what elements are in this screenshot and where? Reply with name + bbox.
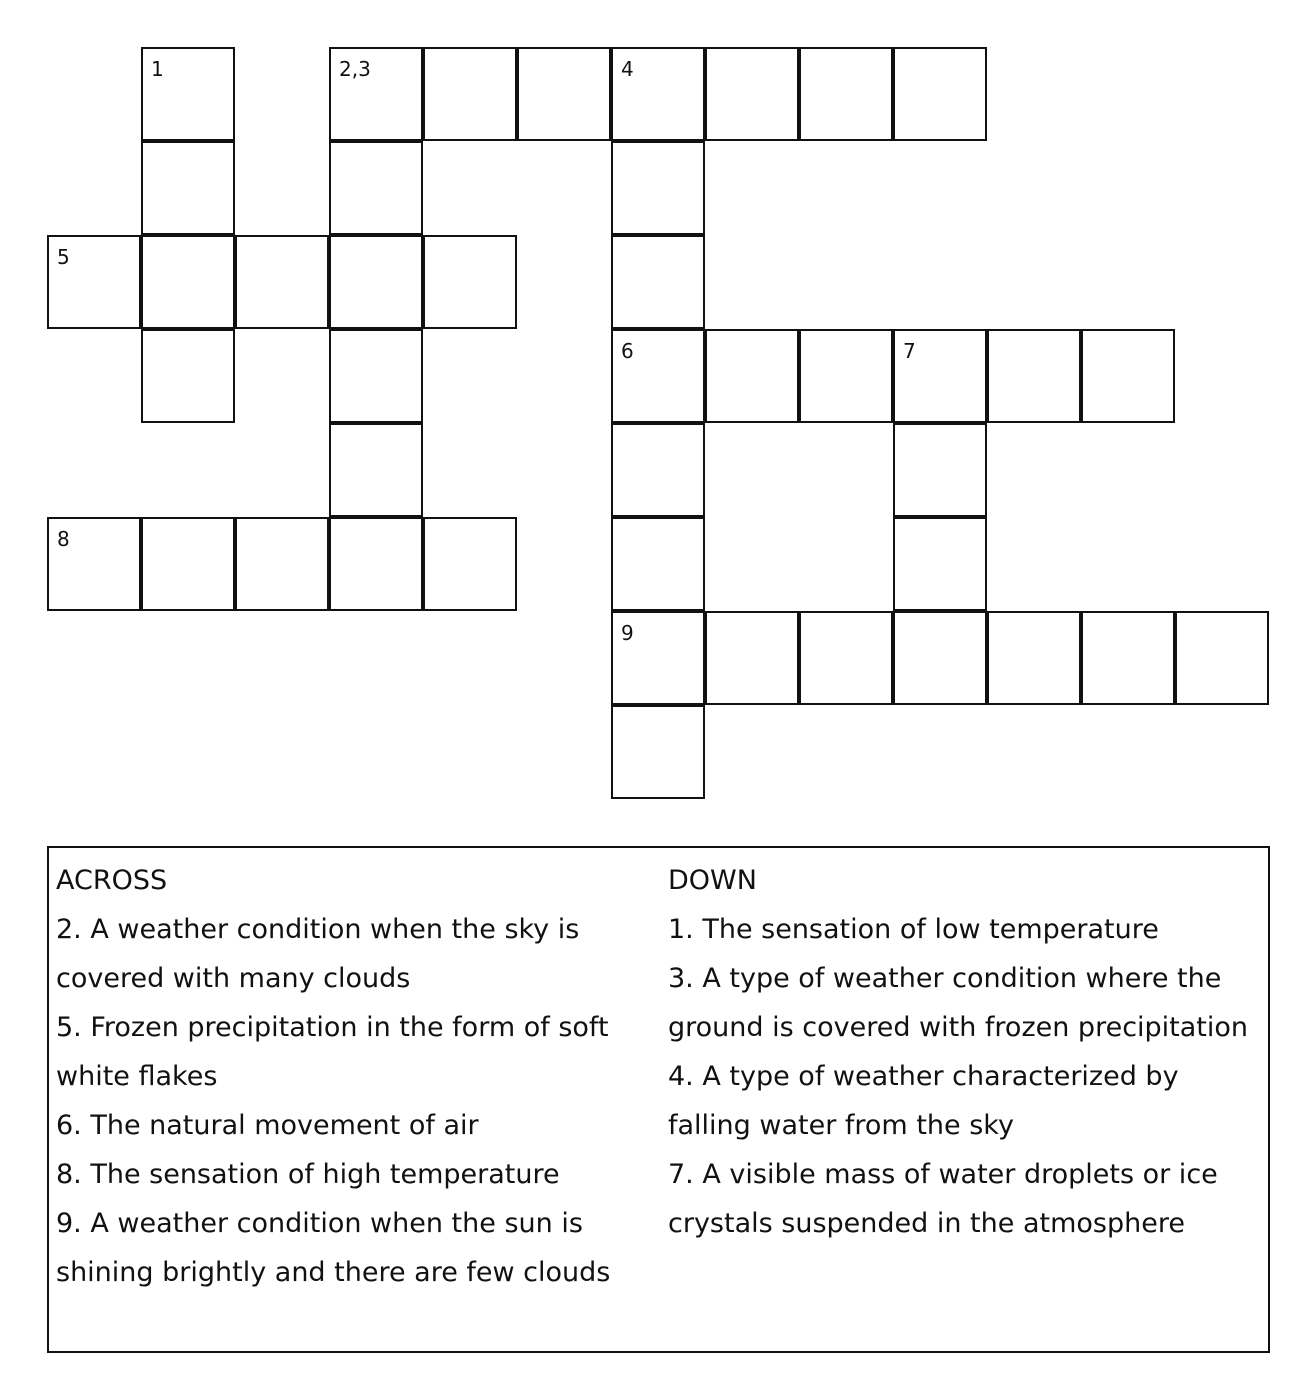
- grid-cell[interactable]: [611, 329, 705, 423]
- grid-cell[interactable]: [141, 329, 235, 423]
- grid-cell[interactable]: [235, 235, 329, 329]
- grid-cell[interactable]: [141, 235, 235, 329]
- grid-cell[interactable]: [1175, 611, 1269, 705]
- across-clue-6[interactable]: 6. The natural movement of air: [56, 1110, 479, 1141]
- grid-cell[interactable]: [893, 611, 987, 705]
- grid-cell[interactable]: [423, 517, 517, 611]
- grid-cell[interactable]: [611, 517, 705, 611]
- grid-cell[interactable]: [329, 141, 423, 235]
- grid-cell[interactable]: [141, 141, 235, 235]
- grid-cell[interactable]: [893, 47, 987, 141]
- down-clues: [668, 856, 1268, 1248]
- grid-cell[interactable]: [329, 47, 423, 141]
- grid-cell[interactable]: [141, 517, 235, 611]
- grid-cell[interactable]: [329, 235, 423, 329]
- grid-cell[interactable]: [799, 611, 893, 705]
- clue-number-label: 4: [621, 57, 634, 81]
- grid-cell[interactable]: [799, 329, 893, 423]
- grid-cell[interactable]: [47, 517, 141, 611]
- clue-number-label: 1: [151, 57, 164, 81]
- down-clue-3[interactable]: 3. A type of weather condition where the ground is covered with frozen precipitation: [668, 963, 1249, 1043]
- across-clue-5[interactable]: 5. Frozen precipitation in the form of soft white flakes: [56, 1012, 609, 1092]
- clue-number-label: 8: [57, 527, 70, 551]
- clue-number-label: 5: [57, 245, 70, 269]
- clue-number-label: 9: [621, 621, 634, 645]
- clue-number-label: 2,3: [339, 57, 371, 81]
- grid-cell[interactable]: [799, 47, 893, 141]
- grid-cell[interactable]: [987, 611, 1081, 705]
- grid-cell[interactable]: [611, 423, 705, 517]
- grid-cell[interactable]: [893, 423, 987, 517]
- grid-cell[interactable]: [423, 235, 517, 329]
- clue-number-label: 7: [903, 339, 916, 363]
- clue-box: [47, 846, 1270, 1353]
- grid-cell[interactable]: [141, 47, 235, 141]
- grid-cell[interactable]: [611, 47, 705, 141]
- grid-cell[interactable]: [517, 47, 611, 141]
- grid-cell[interactable]: [705, 329, 799, 423]
- grid-cell[interactable]: [329, 329, 423, 423]
- across-clues: [56, 856, 626, 1297]
- down-clue-1[interactable]: 1. The sensation of low temperature: [668, 914, 1159, 945]
- down-clue-7[interactable]: 7. A visible mass of water droplets or ice crystals suspended in the atmosphere: [668, 1159, 1218, 1239]
- grid-cell[interactable]: [423, 47, 517, 141]
- across-clue-9[interactable]: 9. A weather condition when the sun is shining brightly and there are few clouds: [56, 1208, 611, 1288]
- grid-cell[interactable]: [611, 611, 705, 705]
- down-clue-4[interactable]: 4. A type of weather characterized by falling water from the sky: [668, 1061, 1179, 1141]
- grid-cell[interactable]: [893, 329, 987, 423]
- grid-cell[interactable]: [47, 235, 141, 329]
- grid-cell[interactable]: [611, 235, 705, 329]
- grid-cell[interactable]: [705, 611, 799, 705]
- down-heading: DOWN: [668, 865, 757, 896]
- clue-number-label: 6: [621, 339, 634, 363]
- grid-cell[interactable]: [329, 423, 423, 517]
- grid-cell[interactable]: [329, 517, 423, 611]
- grid-cell[interactable]: [705, 47, 799, 141]
- across-clue-8[interactable]: 8. The sensation of high temperature: [56, 1159, 560, 1190]
- grid-cell[interactable]: [1081, 611, 1175, 705]
- grid-cell[interactable]: [611, 141, 705, 235]
- grid-cell[interactable]: [893, 517, 987, 611]
- across-heading: ACROSS: [56, 865, 168, 896]
- grid-cell[interactable]: [987, 329, 1081, 423]
- grid-cell[interactable]: [235, 517, 329, 611]
- grid-cell[interactable]: [611, 705, 705, 799]
- grid-cell[interactable]: [1081, 329, 1175, 423]
- across-clue-2[interactable]: 2. A weather condition when the sky is covered with many clouds: [56, 914, 580, 994]
